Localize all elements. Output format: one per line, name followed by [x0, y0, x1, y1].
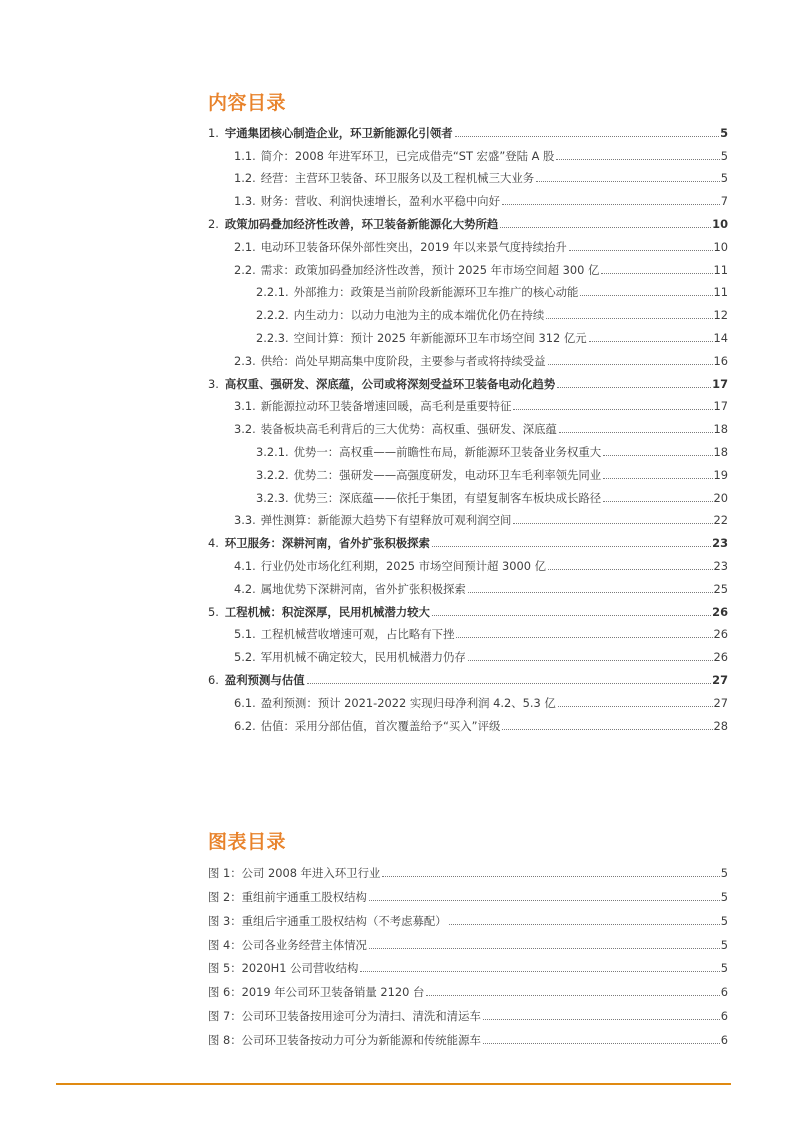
toc-entry-page: 26	[712, 604, 728, 619]
toc-entry-level-3[interactable]	[208, 322, 728, 345]
toc-entry-title[interactable]: 空间计算：预计 2025 年新能源环卫车市场空间 312 亿元	[293, 330, 587, 345]
toc-entry-level-2[interactable]	[208, 254, 728, 277]
toc-entry-page: 22	[713, 513, 728, 528]
figure-entry-page: 5	[720, 913, 728, 928]
dot-leader	[513, 522, 712, 524]
toc-entry-level-2[interactable]	[208, 505, 728, 528]
figure-entry-title[interactable]: 图 8：公司环卫装备按动力可分为新能源和传统能源车	[208, 1033, 481, 1048]
toc-entry-level-1[interactable]	[208, 527, 728, 550]
figures-title: 图表目录	[208, 831, 287, 853]
toc-entry-title[interactable]: 宇通集团核心制造企业，环卫新能源化引领者	[224, 125, 453, 140]
dot-leader	[468, 591, 713, 593]
dot-leader	[513, 408, 712, 410]
figure-entry-title[interactable]: 图 2：重组前宇通重工股权结构	[208, 889, 367, 904]
toc-entry-level-2[interactable]	[208, 687, 728, 710]
figure-entry[interactable]	[208, 880, 728, 904]
toc-entry-level-2[interactable]	[208, 573, 728, 596]
dot-leader	[603, 500, 712, 502]
toc-entry-level-1[interactable]	[208, 368, 728, 391]
toc-entry-number: 3.2.2.	[256, 467, 289, 482]
toc-entry-number: 3.1.	[234, 399, 256, 414]
toc-entry-title[interactable]: 环卫服务：深耕河南，省外扩张积极探索	[224, 536, 430, 551]
toc-entry-title[interactable]: 政策加码叠加经济性改善，环卫装备新能源化大势所趋	[224, 216, 499, 231]
toc-entry-level-2[interactable]	[208, 619, 728, 642]
toc-entry-number: 4.1.	[234, 558, 256, 573]
dot-leader	[382, 875, 719, 877]
dot-leader	[589, 340, 713, 342]
figure-entry[interactable]	[208, 975, 728, 999]
toc-entry-title[interactable]: 盈利预测：预计 2021-2022 实现归母净利润 4.2、5.3 亿	[260, 695, 556, 710]
toc-entry-number: 2.3.	[234, 353, 256, 368]
toc-entry-page: 20	[713, 490, 728, 505]
toc-entry-page: 17	[713, 399, 728, 414]
toc-entry-number: 2.2.1.	[256, 285, 289, 300]
toc-entry-number: 5.2.	[234, 650, 256, 665]
toc-entry-level-2[interactable]	[208, 641, 728, 664]
dot-leader	[536, 180, 720, 182]
toc-entry-page: 18	[713, 444, 728, 459]
toc-entry-page: 12	[713, 308, 728, 323]
toc-entry-number: 2.2.3.	[256, 330, 289, 345]
toc-entry-number: 2.	[208, 216, 219, 231]
toc-entry-page: 23	[712, 536, 728, 551]
dot-leader	[449, 923, 720, 925]
toc-entry-level-2[interactable]	[208, 550, 728, 573]
dot-leader	[569, 249, 713, 251]
dot-leader	[546, 317, 712, 319]
toc-entry-number: 1.3.	[234, 194, 256, 209]
toc-entry-title[interactable]: 新能源拉动环卫装备增速回暖，高毛利是重要特征	[260, 399, 512, 414]
toc-entry-page: 19	[713, 467, 728, 482]
toc-entry-level-2[interactable]	[208, 185, 728, 208]
toc-entry-title[interactable]: 经营：主营环卫装备、环卫服务以及工程机械三大业务	[260, 171, 535, 186]
dot-leader	[369, 899, 720, 901]
dot-leader	[426, 994, 719, 996]
dot-leader	[456, 636, 712, 638]
toc-entry-title[interactable]: 优势一：高权重——前瞻性布局，新能源环卫装备业务权重大	[293, 444, 602, 459]
figure-entry-page: 5	[720, 865, 728, 880]
toc-entry-page: 25	[713, 581, 728, 596]
toc-entry-number: 3.2.1.	[256, 444, 289, 459]
dot-leader	[500, 226, 711, 228]
dot-leader	[557, 386, 711, 388]
toc-entry-page: 5	[720, 148, 728, 163]
figure-entry-page: 5	[720, 889, 728, 904]
toc-entry-title[interactable]: 军用机械不确定较大，民用机械潜力仍存	[260, 650, 466, 665]
toc-entry-title[interactable]: 外部推力：政策是当前阶段新能源环卫车推广的核心动能	[293, 285, 579, 300]
figure-entry[interactable]	[208, 999, 728, 1023]
toc-entry-page: 5	[720, 171, 728, 186]
toc-entry-title[interactable]: 估值：采用分部估值，首次覆盖给予“买入”评级	[260, 718, 501, 733]
toc-entry-number: 4.	[208, 536, 219, 551]
dot-leader	[468, 659, 713, 661]
toc-entry-title[interactable]: 属地优势下深耕河南，省外扩张积极探索	[260, 581, 466, 596]
toc-entry-page: 11	[713, 285, 728, 300]
toc-entry-number: 6.	[208, 672, 219, 687]
toc-entry-title[interactable]: 供给：尚处早期高集中度阶段，主要参与者或将持续受益	[260, 353, 546, 368]
dot-leader	[548, 363, 713, 365]
toc-entry-number: 4.2.	[234, 581, 256, 596]
toc-entry-page: 10	[712, 216, 728, 231]
figure-entry[interactable]	[208, 1023, 728, 1047]
figure-entry-title[interactable]: 图 7：公司环卫装备按用途可分为清扫、清洗和清运车	[208, 1009, 481, 1024]
figure-entry-page: 6	[720, 1033, 728, 1048]
toc-entry-page: 27	[713, 695, 728, 710]
table-of-contents	[208, 117, 728, 733]
toc-entry-title[interactable]: 工程机械营收增速可观，占比略有下挫	[260, 627, 455, 642]
toc-entry-number: 3.2.	[234, 422, 256, 437]
toc-entry-title[interactable]: 高权重、强研发、深底蕴，公司或将深刻受益环卫装备电动化趋势	[224, 376, 556, 391]
dot-leader	[603, 477, 712, 479]
toc-entry-number: 3.2.3.	[256, 490, 289, 505]
toc-entry-title[interactable]: 优势三：深底蕴——依托于集团，有望复制客车板块成长路径	[293, 490, 602, 505]
toc-entry-number: 6.1.	[234, 695, 256, 710]
footer-divider	[56, 1083, 731, 1085]
dot-leader	[432, 545, 711, 547]
toc-entry-page: 27	[712, 672, 728, 687]
toc-entry-level-3[interactable]	[208, 482, 728, 505]
figure-entry-title[interactable]: 图 5：2020H1 公司营收结构	[208, 961, 359, 976]
toc-entry-level-2[interactable]	[208, 345, 728, 368]
toc-entry-page: 26	[713, 627, 728, 642]
toc-entry-page: 28	[713, 718, 728, 733]
toc-entry-level-3[interactable]	[208, 459, 728, 482]
toc-entry-level-2[interactable]	[208, 231, 728, 254]
toc-entry-page: 23	[713, 558, 728, 573]
toc-entry-number: 3.3.	[234, 513, 256, 528]
dot-leader	[548, 568, 712, 570]
toc-entry-title[interactable]: 工程机械：积淀深厚，民用机械潜力较大	[224, 604, 430, 619]
figure-entry[interactable]	[208, 928, 728, 952]
toc-entry-level-1[interactable]	[208, 117, 728, 140]
figure-entry-page: 6	[720, 1009, 728, 1024]
toc-entry-page: 17	[712, 376, 728, 391]
toc-entry-title[interactable]: 优势二：强研发——高强度研发，电动环卫车毛利率领先同业	[293, 467, 602, 482]
toc-entry-title[interactable]: 行业仍处市场化红利期，2025 市场空间预计超 3000 亿	[260, 558, 547, 573]
toc-entry-level-3[interactable]	[208, 277, 728, 300]
contents-title: 内容目录	[208, 92, 287, 114]
toc-entry-page: 14	[713, 330, 728, 345]
dot-leader	[580, 294, 712, 296]
dot-leader	[556, 158, 719, 160]
dot-leader	[360, 970, 719, 972]
dot-leader	[483, 1042, 720, 1044]
toc-entry-level-2[interactable]	[208, 163, 728, 186]
toc-entry-number: 1.2.	[234, 171, 256, 186]
figure-entry-page: 6	[720, 985, 728, 1000]
dot-leader	[603, 454, 712, 456]
toc-entry-title[interactable]: 电动环卫装备环保外部性突出，2019 年以来景气度持续抬升	[260, 239, 567, 254]
toc-entry-title[interactable]: 需求：政策加码叠加经济性改善，预计 2025 年市场空间超 300 亿	[260, 262, 600, 277]
toc-entry-page: 11	[713, 262, 728, 277]
dot-leader	[559, 431, 713, 433]
figure-entry-page: 5	[720, 961, 728, 976]
toc-entry-title[interactable]: 盈利预测与估值	[224, 672, 305, 687]
toc-entry-title[interactable]: 财务：营收、利润快速增长，盈利水平稳中向好	[260, 194, 500, 209]
toc-entry-number: 6.2.	[234, 718, 256, 733]
dot-leader	[502, 728, 712, 730]
figure-entry[interactable]	[208, 856, 728, 880]
toc-entry-page: 7	[720, 194, 728, 209]
toc-entry-level-2[interactable]	[208, 391, 728, 414]
toc-entry-level-2[interactable]	[208, 413, 728, 436]
toc-entry-level-1[interactable]	[208, 208, 728, 231]
toc-entry-page: 10	[713, 239, 728, 254]
toc-entry-level-1[interactable]	[208, 664, 728, 687]
toc-entry-page: 18	[713, 422, 728, 437]
figure-entry[interactable]	[208, 952, 728, 976]
toc-entry-number: 3.	[208, 376, 219, 391]
toc-entry-number: 2.1.	[234, 239, 256, 254]
figure-entry-page: 5	[720, 937, 728, 952]
dot-leader	[455, 135, 719, 137]
dot-leader	[432, 614, 711, 616]
toc-entry-level-2[interactable]	[208, 710, 728, 733]
figure-entry[interactable]	[208, 904, 728, 928]
toc-entry-level-2[interactable]	[208, 140, 728, 163]
toc-entry-number: 5.1.	[234, 627, 256, 642]
toc-entry-number: 1.	[208, 125, 219, 140]
dot-leader	[307, 682, 712, 684]
figure-entry-title[interactable]: 图 1：公司 2008 年进入环卫行业	[208, 865, 381, 880]
toc-entry-page: 26	[713, 650, 728, 665]
dot-leader	[483, 1018, 720, 1020]
dot-leader	[369, 947, 720, 949]
toc-entry-number: 5.	[208, 604, 219, 619]
toc-entry-level-1[interactable]	[208, 596, 728, 619]
dot-leader	[601, 272, 712, 274]
dot-leader	[502, 203, 720, 205]
figure-list	[208, 856, 728, 1047]
toc-entry-level-3[interactable]	[208, 436, 728, 459]
toc-entry-number: 1.1.	[234, 148, 256, 163]
figure-entry-title[interactable]: 图 4：公司各业务经营主体情况	[208, 937, 367, 952]
toc-entry-page: 16	[713, 353, 728, 368]
toc-entry-level-3[interactable]	[208, 299, 728, 322]
figure-entry-title[interactable]: 图 3：重组后宇通重工股权结构（不考虑募配）	[208, 913, 447, 928]
figure-entry-title[interactable]: 图 6：2019 年公司环卫装备销量 2120 台	[208, 985, 425, 1000]
toc-entry-title[interactable]: 内生动力：以动力电池为主的成本端优化仍在持续	[293, 308, 545, 323]
toc-entry-title[interactable]: 弹性测算：新能源大趋势下有望释放可观利润空间	[260, 513, 512, 528]
toc-entry-title[interactable]: 装备板块高毛利背后的三大优势：高权重、强研发、深底蕴	[260, 422, 557, 437]
toc-entry-number: 2.2.2.	[256, 308, 289, 323]
toc-entry-page: 5	[720, 125, 728, 140]
dot-leader	[558, 705, 713, 707]
toc-entry-number: 2.2.	[234, 262, 256, 277]
toc-entry-title[interactable]: 简介：2008 年进军环卫，已完成借壳“ST 宏盛”登陆 A 股	[260, 148, 555, 163]
